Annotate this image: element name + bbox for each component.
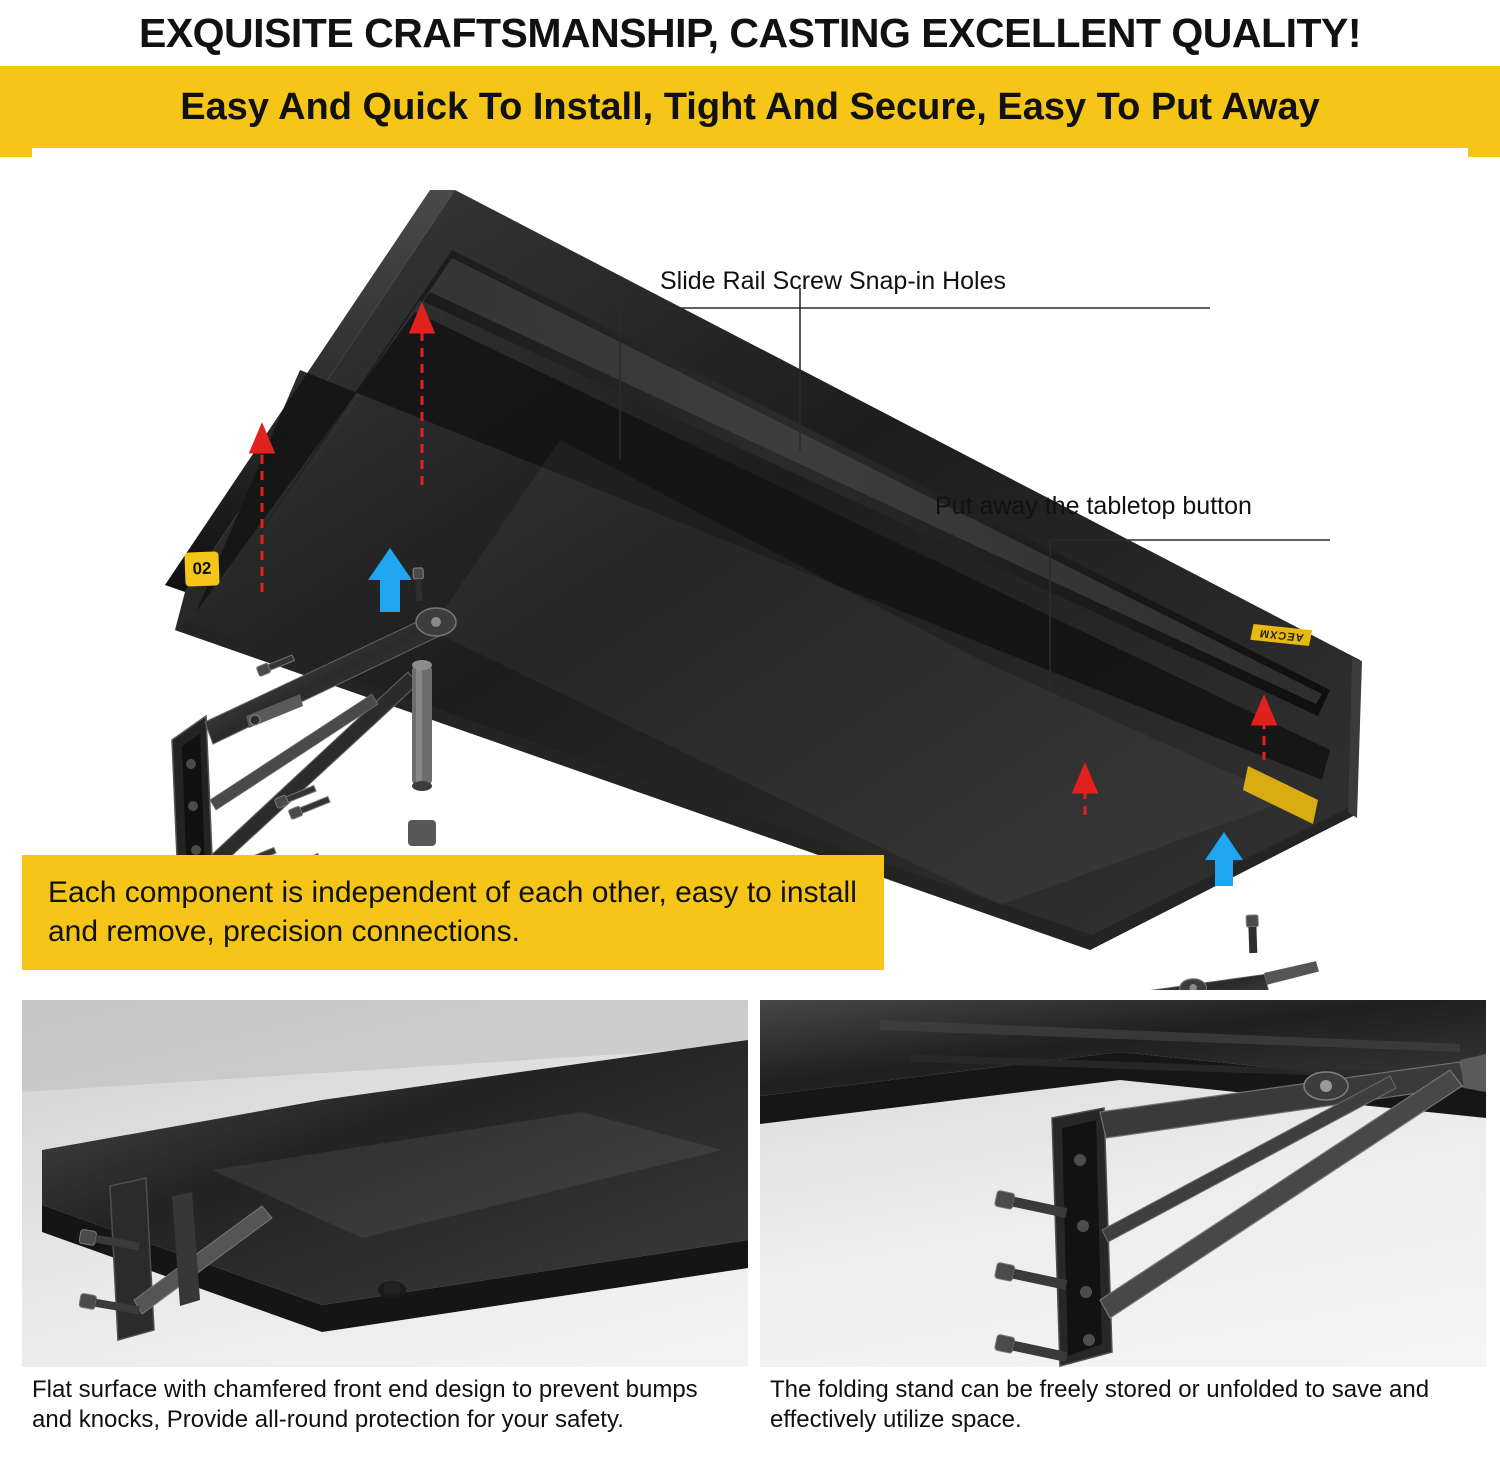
- panel-left-caption: Flat surface with chamfered front end design to prevent bumps and knocks, Provide all-round protection for your safety.: [22, 1367, 748, 1440]
- callout-slide-rail-label: Slide Rail Screw Snap-in Holes: [660, 267, 1006, 295]
- panel-right: [760, 1000, 1486, 1440]
- page-title: EXQUISITE CRAFTSMANSHIP, CASTING EXCELLENT QUALITY!: [138, 9, 1362, 56]
- subtitle-band: [0, 66, 1500, 148]
- step-badge-02: 02: [184, 551, 219, 586]
- feature-callout-box: [22, 855, 884, 970]
- feature-callout-text: Each component is independent of each other, easy to install and remove, precision connections.: [48, 876, 857, 948]
- brand-tag: AECXM: [1250, 624, 1312, 646]
- callout-tabletop-button-label: Put away the tabletop button: [935, 492, 1252, 520]
- band-underline-gap: [32, 148, 1468, 157]
- subtitle-text: Easy And Quick To Install, Tight And Secure, Easy To Put Away: [180, 85, 1320, 128]
- panel-right-caption: The folding stand can be freely stored or unfolded to save and effectively utilize space.: [760, 1367, 1486, 1440]
- panel-left: [22, 1000, 748, 1440]
